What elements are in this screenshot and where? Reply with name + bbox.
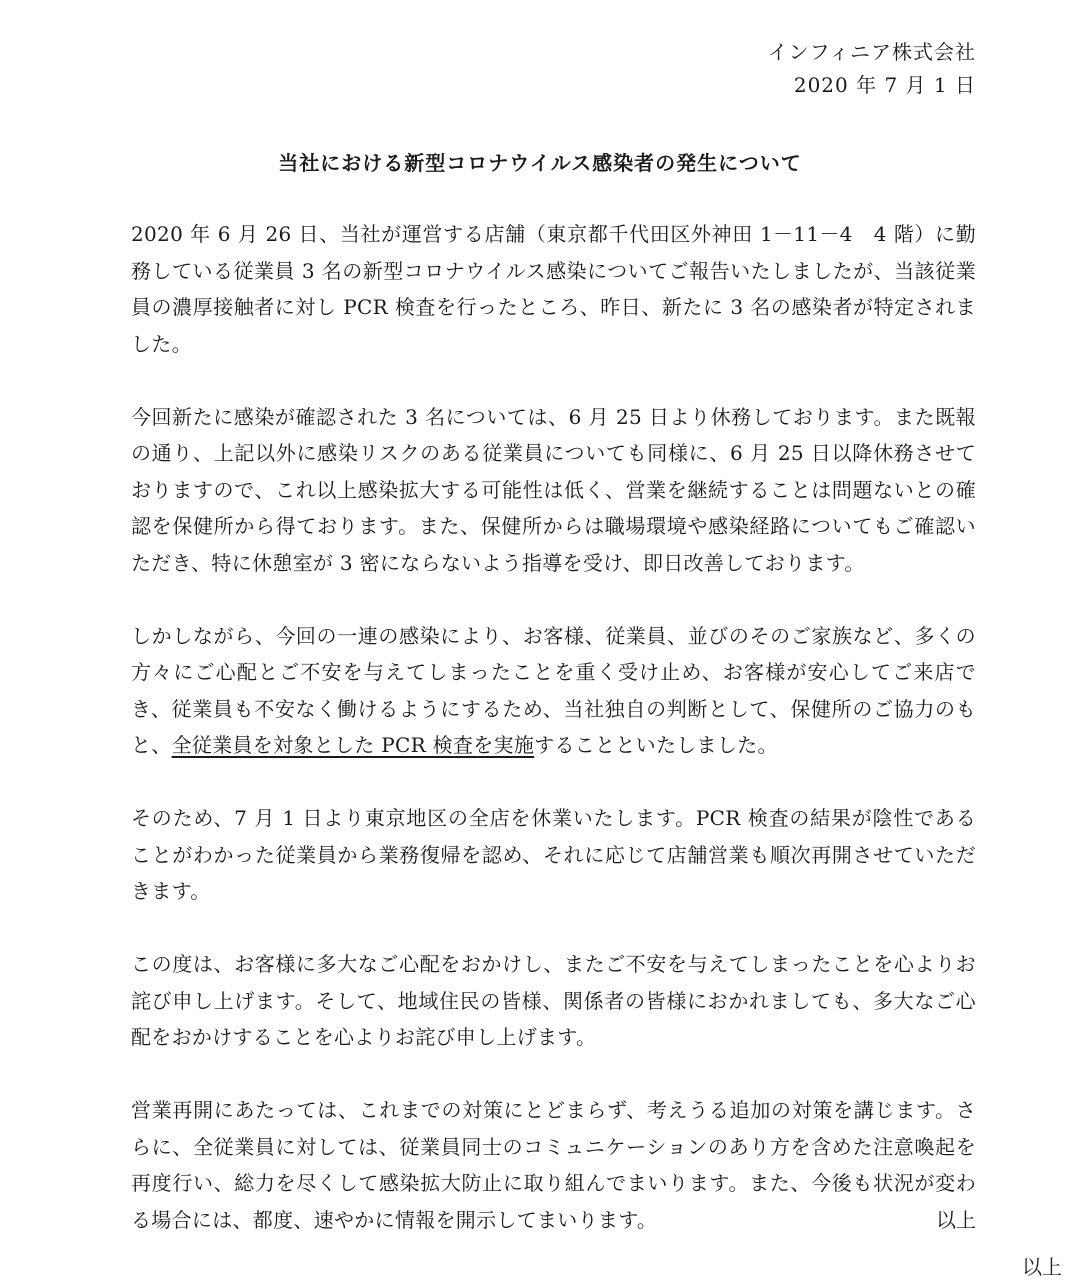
company-name: インフィニア株式会社	[767, 40, 976, 64]
paragraph-3-lead: しかしながら、今回の一連の感染により、お客様、従業員、並びのそのご家族など、多くの方々にご心配とご不安を与えてしまったことを重く受け止め、お客様が安心してご来店でき、従業員も不安なく働けるようにするため、当社独自の判断として、保健所のご協力のもと、	[131, 623, 976, 757]
cutoff-closing-mark: 以上	[1022, 1255, 1062, 1279]
letter-header	[768, 36, 976, 102]
closing-mark: 以上	[936, 1208, 976, 1232]
paragraph-6: 営業再開にあたっては、これまでの対策にとどまらず、考えうる追加の対策を講じます。さらに、全従業員に対しては、従業員同士のコミュニケーションのあり方を含めた注意喚起を再度行い、総力を尽くして感染拡大防止に取り組んでまいります。また、今後も状況が変わる場合には、都度、速やかに情報を開示してまいります。	[131, 1098, 976, 1232]
paragraph-4: そのため、7 月 1 日より東京地区の全店を休業いたします。PCR 検査の結果が陰性であることがわかった従業員から業務復帰を認め、それに応じて店舗営業も順次再開させていただきます。	[131, 806, 976, 903]
document-title: 当社における新型コロナウイルス感染者の発生について	[278, 151, 802, 175]
paragraph-3-tail: することといたしました。	[534, 733, 778, 757]
paragraph-3	[131, 618, 976, 764]
paragraph-2: 今回新たに感染が確認された 3 名については、6 月 25 日より休務しております。また既報の通り、上記以外に感染リスクのある従業員についても同様に、6 月 25 日以降休務させておりますので、これ以上感染拡大する可能性は低く、営業を継続することは問題ないとの確認を保健所から得ております。また、保健所からは職場環境や感染経路についてもご確認いただき、特に休憩室が 3 密にならないよう指導を受け、即日改善しております。	[131, 404, 976, 575]
paragraph-5: この度は、お客様に多大なご心配をおかけし、またご不安を与えてしまったことを心よりお詫び申し上げます。そして、地域住民の皆様、関係者の皆様におかれましても、多大なご心配をおかけすることを心よりお詫び申し上げます。	[131, 952, 976, 1049]
paragraph-3-underlined: 全従業員を対象とした PCR 検査を実施	[171, 733, 535, 757]
document-body	[131, 216, 976, 1275]
paragraph-1: 2020 年 6 月 26 日、当社が運営する店舗（東京都千代田区外神田 1－11－4 4 階）に勤務している従業員 3 名の新型コロナウイルス感染についてご報告いたしましたが、当該従業員の濃厚接触者に対し PCR 検査を行ったところ、昨日、新たに 3 名の感染者が特定されました。	[131, 222, 976, 356]
issue-date: 2020 年 7 月 1 日	[793, 73, 976, 97]
